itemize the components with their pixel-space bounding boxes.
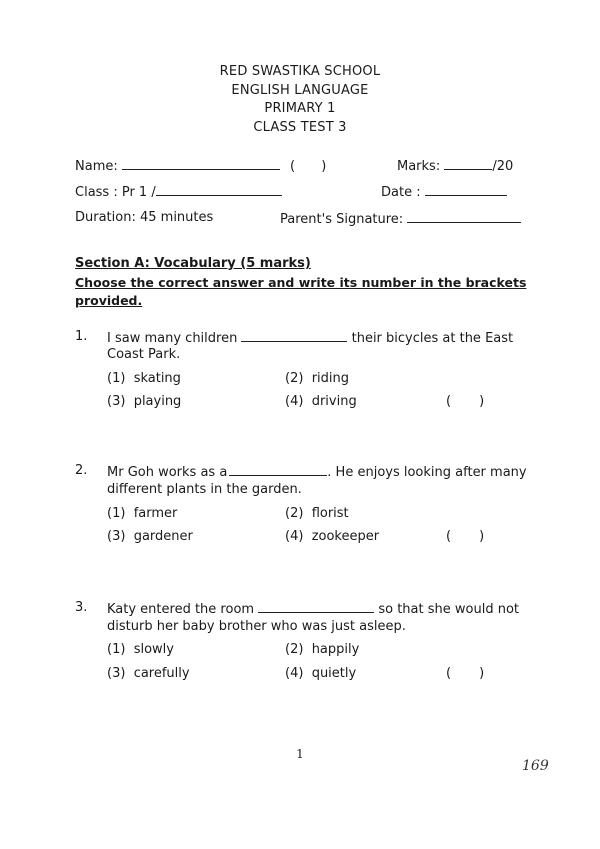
question-3-option-1: (1) slowly	[107, 642, 174, 657]
class-label: Class : Pr 1 /	[75, 185, 156, 200]
name-paren-open: (	[290, 159, 296, 174]
question-2-option-4: (4) zookeeper	[285, 529, 380, 544]
question-1-text-after: their bicycles at the East	[351, 331, 514, 346]
question-3-answer-bracket[interactable]: ( )	[446, 666, 485, 681]
name-paren-close: )	[321, 159, 327, 174]
question-3-option-3: (3) carefully	[107, 666, 190, 681]
question-1-line1	[107, 329, 513, 346]
name-field[interactable]	[122, 157, 280, 170]
date-label: Date :	[381, 185, 421, 200]
duration-text: Duration: 45 minutes	[75, 210, 214, 225]
question-3-text-after: so that she would not	[378, 602, 519, 617]
question-3-line1	[107, 600, 519, 617]
signature-label: Parent's Signature:	[280, 212, 404, 227]
level-title: PRIMARY 1	[264, 101, 336, 116]
question-2-option-3: (3) gardener	[107, 529, 193, 544]
marks-label: Marks:	[397, 159, 441, 174]
question-2-blank	[229, 463, 327, 476]
question-2-number: 2.	[75, 463, 88, 478]
question-1-blank	[241, 329, 347, 342]
page-number: 1	[296, 747, 304, 761]
question-2-text-after: . He enjoys looking after many	[327, 465, 527, 480]
section-title: Section A: Vocabulary (5 marks)	[75, 256, 311, 271]
marks-field[interactable]	[444, 157, 492, 170]
school-name: RED SWASTIKA SCHOOL	[219, 64, 381, 79]
question-1-option-4: (4) driving	[285, 394, 357, 409]
question-2-line1	[107, 463, 527, 480]
question-3-option-4: (4) quietly	[285, 666, 357, 681]
signature-row	[280, 210, 521, 227]
question-3-blank	[258, 600, 374, 613]
subject-title: ENGLISH LANGUAGE	[231, 83, 369, 98]
handwritten-note: 169	[522, 758, 549, 774]
question-3-text-before: Katy entered the room	[107, 602, 255, 617]
question-1-option-1: (1) skating	[107, 371, 181, 386]
question-2-answer-bracket[interactable]: ( )	[446, 529, 485, 544]
class-row	[75, 183, 282, 200]
question-1-line2: Coast Park.	[107, 347, 181, 362]
question-1-option-3: (3) playing	[107, 394, 182, 409]
question-1-option-2: (2) riding	[285, 371, 349, 386]
question-2-option-1: (1) farmer	[107, 506, 178, 521]
question-3-option-2: (2) happily	[285, 642, 360, 657]
section-instruction-line1: Choose the correct answer and write its number in the brackets	[75, 275, 527, 290]
name-row	[75, 157, 326, 174]
question-2-text-before: Mr Goh works as a	[107, 465, 228, 480]
marks-total: /20	[492, 159, 514, 174]
date-row	[381, 183, 507, 200]
name-label: Name:	[75, 159, 118, 174]
signature-field[interactable]	[407, 210, 521, 223]
question-1-number: 1.	[75, 329, 88, 344]
question-3-line2: disturb her baby brother who was just asleep.	[107, 619, 406, 634]
class-field[interactable]	[156, 183, 282, 196]
marks-row	[397, 157, 513, 174]
test-title: CLASS TEST 3	[253, 120, 347, 135]
section-instruction-line2: provided.	[75, 293, 143, 308]
question-2-line2: different plants in the garden.	[107, 482, 302, 497]
question-1-text-before: I saw many children	[107, 331, 238, 346]
question-2-option-2: (2) florist	[285, 506, 349, 521]
question-3-number: 3.	[75, 600, 88, 615]
question-1-answer-bracket[interactable]: ( )	[446, 394, 485, 409]
date-field[interactable]	[425, 183, 507, 196]
